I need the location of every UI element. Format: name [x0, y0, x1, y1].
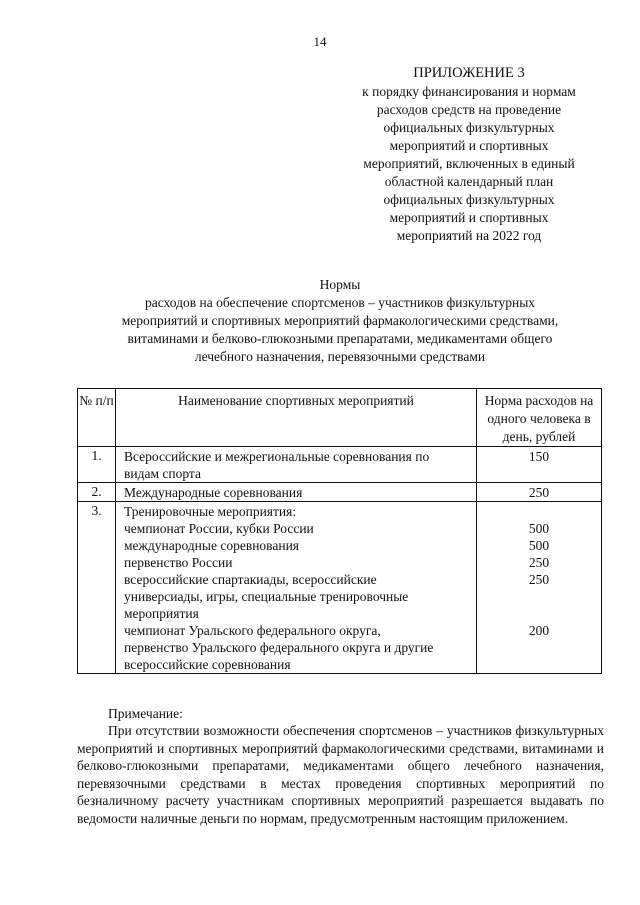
row-name-line: чемпионат Уральского федерального округа, — [124, 623, 381, 638]
norms-table — [77, 388, 602, 674]
row-norm-value: 500 — [528, 521, 550, 536]
row-norm-value — [477, 465, 601, 482]
header-norm-line: человека в день, — [502, 411, 591, 444]
row-name-line: мероприятия — [124, 606, 199, 621]
row-name-line: международные соревнования — [124, 538, 300, 553]
header-num — [78, 389, 116, 447]
row-norm — [477, 502, 602, 674]
table-row — [78, 483, 602, 502]
appendix-line: официальных физкультурных — [383, 192, 555, 207]
row-norm-value — [477, 503, 601, 520]
norms-table-wrap — [77, 388, 602, 674]
note-heading: Примечание: — [108, 706, 183, 721]
header-norm-line: Норма расходов — [484, 393, 577, 408]
row-norm-value — [477, 656, 601, 673]
row-name — [116, 483, 477, 502]
header-num-line: п/п — [95, 393, 114, 408]
appendix-line: расходов средств на проведение — [376, 102, 562, 117]
appendix-title: ПРИЛОЖЕНИЕ 3 — [413, 65, 525, 81]
row-name — [116, 502, 477, 674]
norms-heading — [60, 276, 620, 366]
header-num-line: № — [79, 393, 93, 408]
table-row — [78, 447, 602, 483]
row-name-line: первенство России — [124, 555, 233, 570]
note-text: При отсутствии возможности обеспечения спортсменов – участников физкультурных мероприятий и спортивных мероприятий фармакологическими средствами, витаминами и белково-глюкозными препаратами, медикаментами общего лечебного назначения, перевязочными средствами в местах проведения спортивных мероприятий по безналичному расчету участникам спортивных мероприятий разрешается выдавать по ведомости наличные деньги по нормам, предусмотренным настоящим приложением. — [77, 723, 604, 826]
row-name — [116, 447, 477, 483]
row-norm-value: 150 — [528, 449, 550, 464]
row-norm-value — [477, 588, 601, 605]
row-name-line: всероссийские спартакиады, всероссийские — [124, 572, 377, 587]
row-name-line: Тренировочные мероприятия: — [124, 504, 297, 519]
row-norm-value: 250 — [528, 485, 550, 500]
row-number: 2. — [78, 483, 116, 502]
norms-subtitle-line: витаминами и белково-глюкозными препаратами, медикаментами общего — [127, 331, 553, 346]
row-name-line: видам спорта — [124, 466, 201, 481]
appendix-line: к порядку финансирования и нормам — [362, 84, 576, 99]
row-name-line: Всероссийские и межрегиональные соревнования по — [124, 449, 430, 464]
appendix-line: мероприятий, включенных в единый — [363, 156, 575, 171]
row-norm-value: 250 — [528, 555, 550, 570]
row-norm — [477, 447, 602, 483]
row-norm-value: 500 — [528, 538, 550, 553]
table-header-row — [78, 389, 602, 447]
appendix-line: мероприятий на 2022 год — [396, 228, 542, 243]
appendix-block — [338, 64, 600, 245]
row-norm-value — [477, 639, 601, 656]
row-name-line: первенство Уральского федерального округа и другие — [124, 640, 434, 655]
row-number: 1. — [78, 447, 116, 483]
row-name-line: чемпионат России, кубки России — [124, 521, 314, 536]
norms-subtitle-line: расходов на обеспечение спортсменов – участников физкультурных — [144, 295, 536, 310]
norms-subtitle-line: лечебного назначения, перевязочными средствами — [194, 349, 486, 364]
header-norm-line: рублей — [535, 429, 576, 444]
table-row — [78, 502, 602, 674]
appendix-line: областной календарный план — [384, 174, 554, 189]
row-norm — [477, 483, 602, 502]
row-name-line: Международные соревнования — [124, 485, 303, 500]
header-norm — [477, 389, 602, 447]
row-number: 3. — [78, 502, 116, 674]
row-name-line: всероссийские соревнования — [124, 657, 291, 672]
norms-subtitle-line: мероприятий и спортивных мероприятий фармакологическими средствами, — [121, 313, 559, 328]
row-norm-value: 250 — [528, 572, 550, 587]
page-number: 14 — [313, 34, 327, 49]
appendix-line: официальных физкультурных — [383, 120, 555, 135]
norms-title: Нормы — [319, 277, 361, 292]
row-name-line: универсиады, игры, специальные тренировочные — [124, 589, 409, 604]
appendix-line: мероприятий и спортивных — [389, 138, 549, 153]
row-norm-value — [477, 605, 601, 622]
header-name: Наименование спортивных мероприятий — [116, 389, 477, 447]
appendix-line: мероприятий и спортивных — [389, 210, 549, 225]
row-norm-value: 200 — [528, 623, 550, 638]
header-norm-line: на одного — [487, 393, 594, 426]
